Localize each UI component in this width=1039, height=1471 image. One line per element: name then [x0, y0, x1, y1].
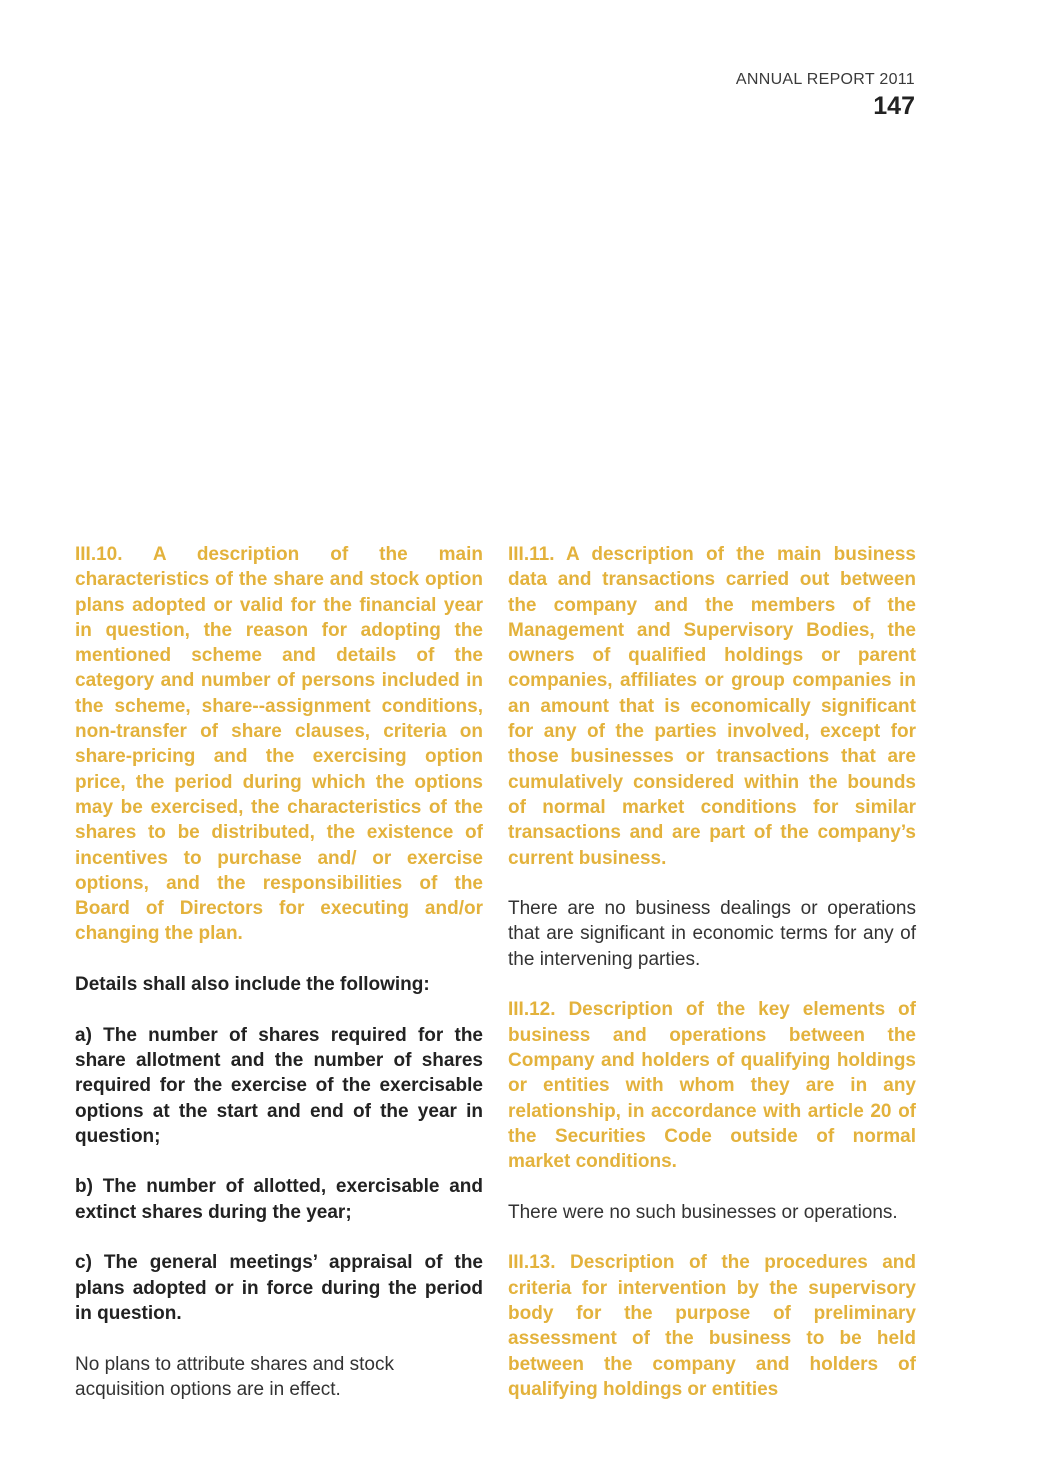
report-title: ANNUAL REPORT 2011 [735, 71, 915, 88]
item-a: a) The number of shares required for the share allotment and the number of shares required for the exercise of the exercisable options at the start and end of the year in question; [75, 1024, 483, 1147]
right-column [508, 542, 916, 1427]
section-iii-10-heading: III.10. A description of the main characteristics of the share and stock option plans adopted or valid for the financial year in question, the reason for adopting the mentioned scheme and details of the category and number of persons included in the scheme, share--assignment conditions, non-transfer of share clauses, criteria on share-pricing and the exercising option price, the period during which the options may be exercised, the characteristics of the shares to be distributed, the existence of incentives to purchase and/ or exercise options, and the responsibilities of the Board of Directors for executing and/or changing the plan. [75, 544, 483, 945]
section-iii-10-answer: No plans to attribute shares and stock acquisition options are in effect. [75, 1353, 394, 1400]
section-iii-11-answer: There are no business dealings or operations that are significant in economic terms for any of the intervening parties. [508, 898, 916, 970]
section-iii-12-answer: There were no such businesses or operations. [508, 1201, 898, 1223]
item-c: c) The general meetings’ appraisal of the plans adopted or in force during the period in question. [75, 1252, 483, 1324]
section-iii-13-heading: III.13. Description of the procedures and criteria for intervention by the supervisory body for the purpose of preliminary assessment of the business to be held between the company and holders of qualifying holdings or entities [508, 1252, 916, 1400]
page-header [736, 70, 915, 121]
left-column [75, 542, 483, 1427]
item-b: b) The number of allotted, exercisable and extinct shares during the year; [75, 1176, 483, 1223]
section-iii-12-heading: III.12. Description of the key elements of business and operations between the Company and holders of qualifying holdings or entities with whom they are in any relationship, in accordance with article 20 of the Securities Code outside of normal market conditions. [508, 999, 916, 1173]
page-number: 147 [873, 92, 915, 120]
details-intro: Details shall also include the following: [75, 974, 430, 996]
section-iii-11-heading: III.11. A description of the main business data and transactions carried out between the company and the members of the Management and Supervisory Bodies, the owners of qualified holdings or parent companies, affiliates or group companies in an amount that is economically significant for any of the parties involved, except for those businesses or transactions that are cumulatively considered within the bounds of normal market conditions for similar transactions and are part of the company’s current business. [508, 544, 916, 869]
